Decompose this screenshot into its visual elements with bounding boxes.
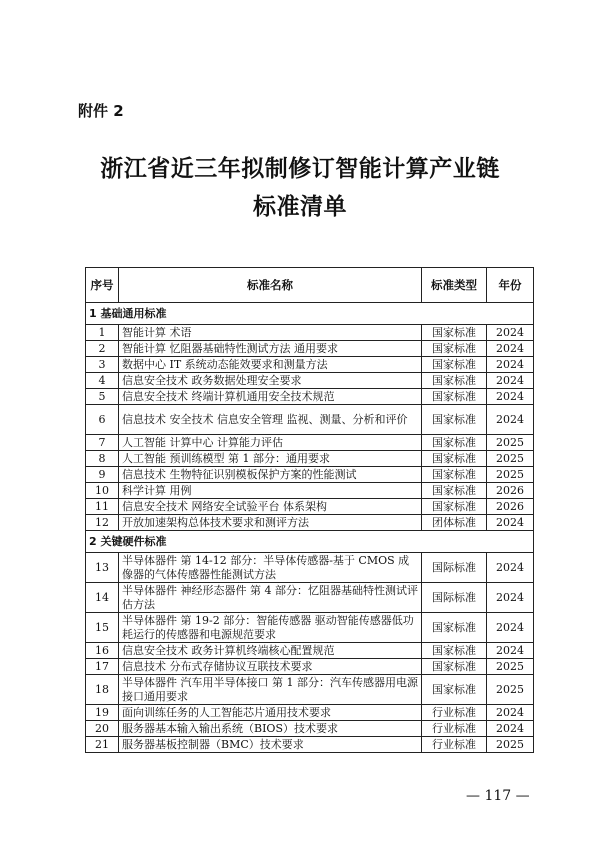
row-year: 2025 <box>487 659 534 675</box>
row-no: 19 <box>86 705 119 721</box>
row-year: 2024 <box>487 705 534 721</box>
row-type: 国家标准 <box>422 613 487 643</box>
row-type: 国家标准 <box>422 643 487 659</box>
table-row <box>86 341 534 357</box>
table-row <box>86 613 534 643</box>
section-title: 2 关键硬件标准 <box>86 531 534 553</box>
row-name: 信息安全技术 终端计算机通用安全技术规范 <box>119 389 422 405</box>
row-type: 国家标准 <box>422 405 487 435</box>
row-type: 国家标准 <box>422 325 487 341</box>
table-row <box>86 737 534 753</box>
table-row <box>86 583 534 613</box>
row-no: 6 <box>86 405 119 435</box>
row-name: 智能计算 术语 <box>119 325 422 341</box>
row-name: 半导体器件 第 19-2 部分：智能传感器 驱动智能传感器低功耗运行的传感器和电源规范要求 <box>119 613 422 643</box>
table-row <box>86 483 534 499</box>
row-name: 开放加速架构总体技术要求和测评方法 <box>119 515 422 531</box>
row-name: 面向训练任务的人工智能芯片通用技术要求 <box>119 705 422 721</box>
row-no: 9 <box>86 467 119 483</box>
row-name: 智能计算 忆阻器基础特性测试方法 通用要求 <box>119 341 422 357</box>
row-year: 2024 <box>487 357 534 373</box>
header-name: 标准名称 <box>119 268 422 303</box>
row-year: 2025 <box>487 435 534 451</box>
row-type: 团体标准 <box>422 515 487 531</box>
row-year: 2024 <box>487 553 534 583</box>
row-type: 国家标准 <box>422 451 487 467</box>
row-year: 2025 <box>487 675 534 705</box>
row-no: 15 <box>86 613 119 643</box>
table-row <box>86 451 534 467</box>
row-year: 2025 <box>487 451 534 467</box>
row-name: 信息技术 安全技术 信息安全管理 监视、测量、分析和评价 <box>119 405 422 435</box>
row-type: 国家标准 <box>422 357 487 373</box>
table-row <box>86 467 534 483</box>
row-type: 行业标准 <box>422 705 487 721</box>
table-row <box>86 553 534 583</box>
row-name: 半导体器件 第 14-12 部分：半导体传感器-基于 CMOS 成像器的气体传感器性能测试方法 <box>119 553 422 583</box>
row-no: 4 <box>86 373 119 389</box>
page-title-line2: 标准清单 <box>253 194 347 220</box>
section-row <box>86 531 534 553</box>
row-year: 2024 <box>487 721 534 737</box>
row-type: 国家标准 <box>422 389 487 405</box>
row-name: 服务器基本输入输出系统（BIOS）技术要求 <box>119 721 422 737</box>
row-type: 行业标准 <box>422 721 487 737</box>
row-no: 21 <box>86 737 119 753</box>
table-row <box>86 675 534 705</box>
row-type: 国家标准 <box>422 499 487 515</box>
row-type: 国际标准 <box>422 583 487 613</box>
row-name: 信息安全技术 政务计算机终端核心配置规范 <box>119 643 422 659</box>
section-row <box>86 303 534 325</box>
table-row <box>86 373 534 389</box>
row-no: 16 <box>86 643 119 659</box>
header-year: 年份 <box>487 268 534 303</box>
table-row <box>86 357 534 373</box>
header-type: 标准类型 <box>422 268 487 303</box>
row-name: 数据中心 IT 系统动态能效要求和测量方法 <box>119 357 422 373</box>
table-row <box>86 721 534 737</box>
page-number: — 117 — <box>466 788 530 804</box>
row-name: 人工智能 计算中心 计算能力评估 <box>119 435 422 451</box>
row-name: 信息安全技术 网络安全试验平台 体系架构 <box>119 499 422 515</box>
row-no: 1 <box>86 325 119 341</box>
row-year: 2024 <box>487 389 534 405</box>
row-name: 科学计算 用例 <box>119 483 422 499</box>
row-name: 信息技术 分布式存储协议互联技术要求 <box>119 659 422 675</box>
row-name: 信息安全技术 政务数据处理安全要求 <box>119 373 422 389</box>
row-year: 2026 <box>487 499 534 515</box>
table-header-row <box>86 268 534 303</box>
row-name: 信息技术 生物特征识别模板保护方案的性能测试 <box>119 467 422 483</box>
row-type: 国际标准 <box>422 553 487 583</box>
row-year: 2024 <box>487 405 534 435</box>
row-type: 行业标准 <box>422 737 487 753</box>
row-no: 8 <box>86 451 119 467</box>
table-row <box>86 659 534 675</box>
row-year: 2024 <box>487 613 534 643</box>
row-no: 12 <box>86 515 119 531</box>
table-row <box>86 515 534 531</box>
row-no: 3 <box>86 357 119 373</box>
row-name: 半导体器件 汽车用半导体接口 第 1 部分：汽车传感器用电源接口通用要求 <box>119 675 422 705</box>
table-row <box>86 405 534 435</box>
section-title: 1 基础通用标准 <box>86 303 534 325</box>
row-type: 国家标准 <box>422 467 487 483</box>
row-no: 14 <box>86 583 119 613</box>
table-row <box>86 499 534 515</box>
row-year: 2025 <box>487 737 534 753</box>
row-no: 13 <box>86 553 119 583</box>
row-no: 17 <box>86 659 119 675</box>
row-no: 5 <box>86 389 119 405</box>
row-type: 国家标准 <box>422 341 487 357</box>
row-no: 7 <box>86 435 119 451</box>
row-year: 2024 <box>487 341 534 357</box>
row-type: 国家标准 <box>422 483 487 499</box>
row-no: 18 <box>86 675 119 705</box>
row-year: 2024 <box>487 515 534 531</box>
row-type: 国家标准 <box>422 435 487 451</box>
header-no: 序号 <box>86 268 119 303</box>
table-row <box>86 435 534 451</box>
row-year: 2024 <box>487 373 534 389</box>
row-type: 国家标准 <box>422 659 487 675</box>
row-year: 2024 <box>487 583 534 613</box>
row-year: 2024 <box>487 643 534 659</box>
page-title-line1: 浙江省近三年拟制修订智能计算产业链 <box>100 156 500 182</box>
table-row <box>86 389 534 405</box>
table-row <box>86 325 534 341</box>
row-no: 20 <box>86 721 119 737</box>
row-no: 2 <box>86 341 119 357</box>
table-row <box>86 643 534 659</box>
attachment-label: 附件 2 <box>78 102 124 120</box>
row-name: 半导体器件 神经形态器件 第 4 部分：忆阻器基础特性测试评估方法 <box>119 583 422 613</box>
row-year: 2026 <box>487 483 534 499</box>
row-no: 11 <box>86 499 119 515</box>
row-year: 2025 <box>487 467 534 483</box>
row-name: 人工智能 预训练模型 第 1 部分：通用要求 <box>119 451 422 467</box>
row-type: 国家标准 <box>422 675 487 705</box>
standards-table <box>85 267 534 753</box>
row-type: 国家标准 <box>422 373 487 389</box>
row-year: 2024 <box>487 325 534 341</box>
row-name: 服务器基板控制器（BMC）技术要求 <box>119 737 422 753</box>
row-no: 10 <box>86 483 119 499</box>
table-row <box>86 705 534 721</box>
